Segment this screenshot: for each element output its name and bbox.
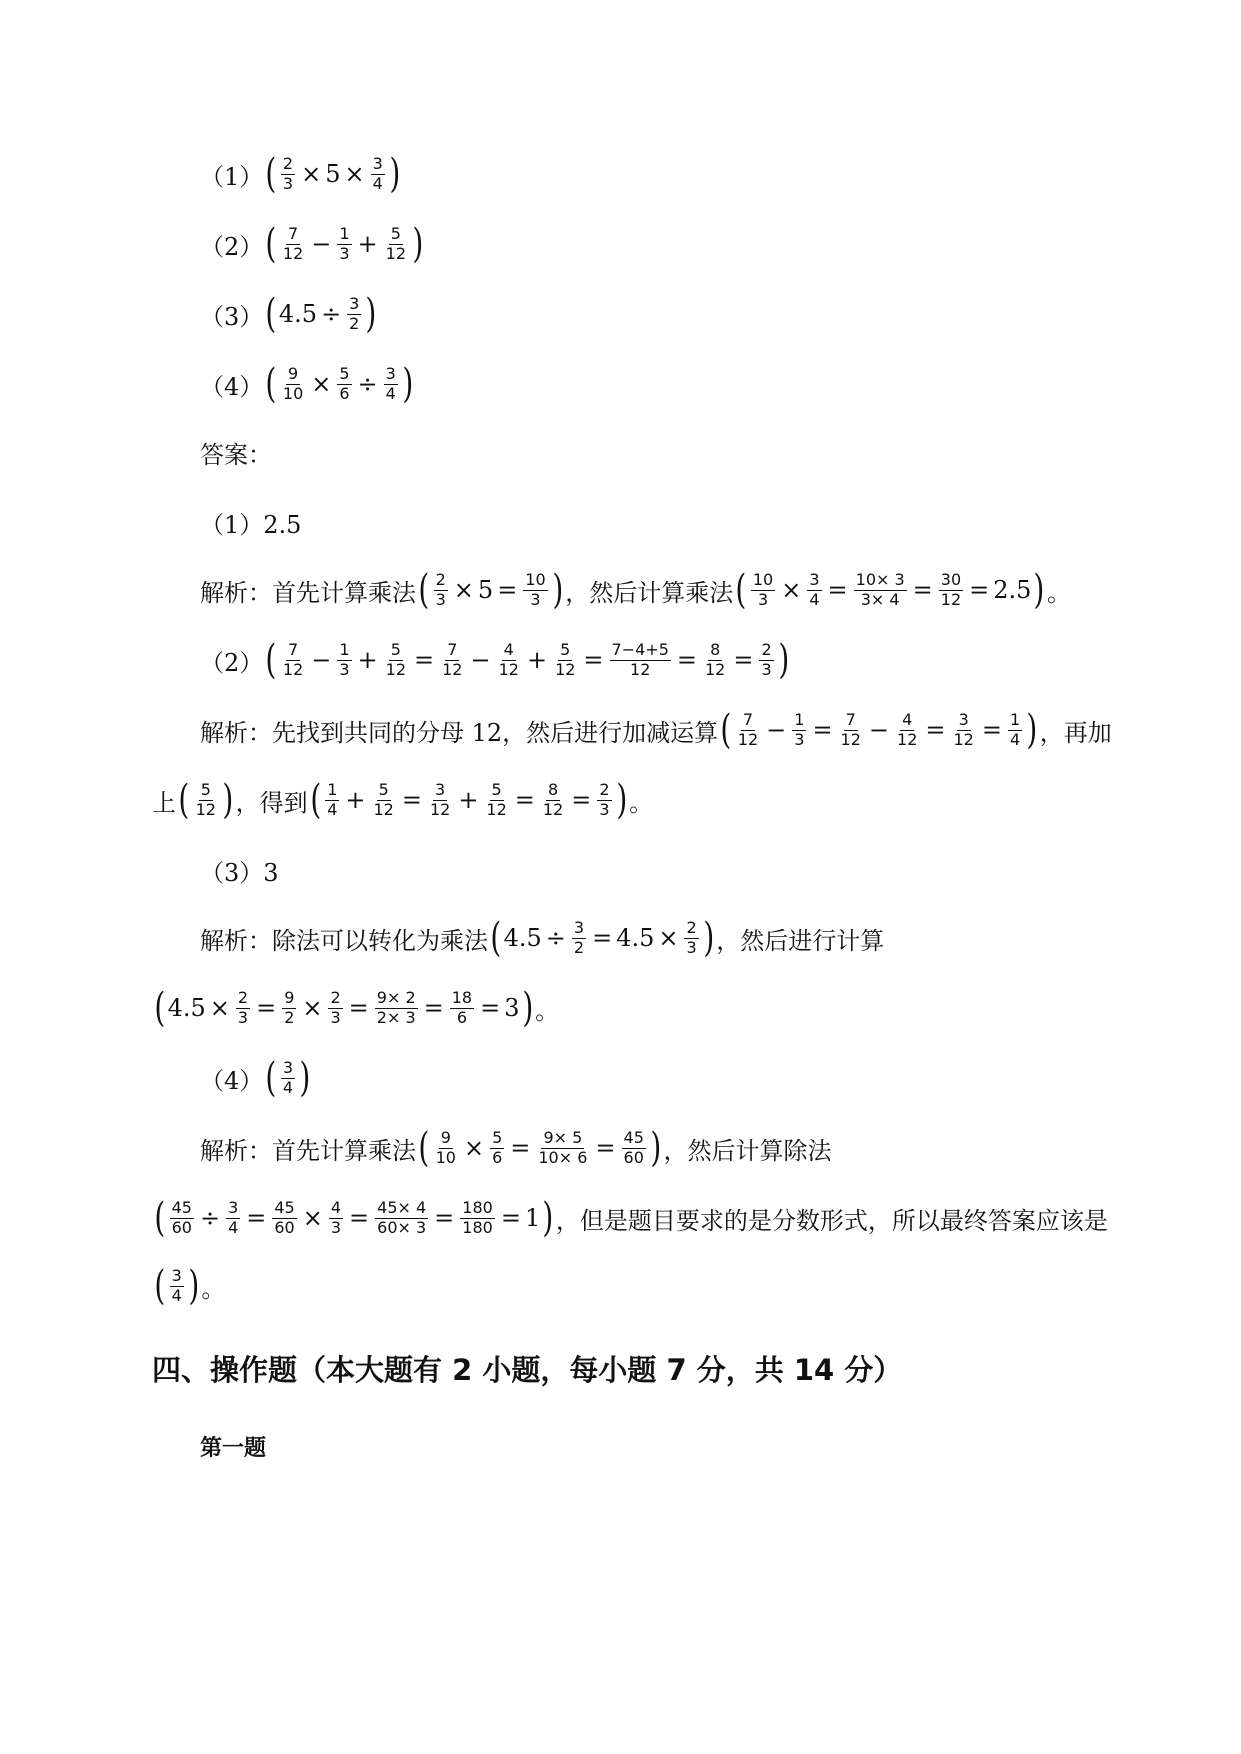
section-heading: 四、操作题（本大题有 2 小题，每小题 7 分，共 14 分） (152, 1352, 903, 1387)
answer-4: （4） ( $\frac{3}{4}$ ) (200, 1055, 311, 1101)
answer-2-explanation-cont: 上 ( $\frac{5}{12}$ ) ，得到 ( $\frac{1}{4}$ + $\frac{5}{12}$ = $\frac{3}{12}$ + $\frac{5}{12}$ = $\frac{8}{12}$ = $\frac{2}{3}$ ) 。 (152, 777, 654, 823)
answer-heading: 答案： (200, 440, 272, 469)
question-label: （2） (200, 232, 264, 261)
answer-3-explanation-cont: ( 4.5 × $\frac{2}{3}$ = $\frac{9}{2}$ × $\frac{2}{3}$ = $\frac{9\times 2}{2\times 3}$ = $\frac{18}{6}$ = 3 ) 。 (154, 985, 560, 1031)
answer-2-explanation: 解析：先找到共同的分母 12，然后进行加减运算 ( $\frac{7}{12}$ − $\frac{1}{3}$ = $\frac{7}{12}$ − $\frac{4}{12}$ = $\frac{3}{12}$ = $\frac{1}{4}$ ) ，再加 (200, 707, 1112, 753)
question-3: （3） ( 4.5 ÷ $\frac{3}{2}$ ) (200, 291, 377, 337)
question-label: （3） (200, 302, 264, 331)
question-1: （1） ( $\frac{2}{3}$ × 5 × $\frac{3}{4}$ ) (200, 151, 401, 197)
answer-1-explanation: 解析：首先计算乘法 ( $\frac{2}{3}$ × 5 = $\frac{10}{3}$ ) ，然后计算乘法 ( $\frac{10}{3}$ × $\frac{3}{4}$ = $\frac{10\times 3}{3\times 4}$ = $\frac{30}{12}$ = 2.5 ) 。 (200, 567, 1072, 613)
answer-2: （2） ( $\frac{7}{12}$ − $\frac{1}{3}$ + $\frac{5}{12}$ = $\frac{7}{12}$ − $\frac{4}{12}$ + $\frac{5}{12}$ = $\frac{7-4+5}{12}$ = $\frac{8}{12}$ = $\frac{2}{3}$ ) (200, 637, 789, 683)
first-question-heading: 第一题 (200, 1435, 267, 1461)
answer-1: （1）2.5 (200, 510, 302, 539)
answer-4-final: ( $\frac{3}{4}$ ) 。 (154, 1263, 226, 1309)
question-4: （4） ( $\frac{9}{10}$ × $\frac{5}{6}$ ÷ $\frac{3}{4}$ ) (200, 361, 414, 407)
question-label: （4） (200, 372, 264, 401)
answer-4-explanation: 解析：首先计算乘法 ( $\frac{9}{10}$ × $\frac{5}{6}$ = $\frac{9\times 5}{10\times 6}$ = $\frac{45}{60}$ ) ，然后计算除法 (200, 1125, 832, 1171)
answer-4-explanation-cont: ( $\frac{45}{60}$ ÷ $\frac{3}{4}$ = $\frac{45}{60}$ × $\frac{4}{3}$ = $\frac{45\times 4}{60\times 3}$ = $\frac{180}{180}$ = 1 ) ，但是题目要求的是分数形式，所以最终答案应该是 (154, 1195, 1108, 1241)
question-label: （1） (200, 162, 264, 191)
answer-3: （3）3 (200, 858, 279, 887)
answer-3-explanation: 解析：除法可以转化为乘法 ( 4.5 ÷ $\frac{3}{2}$ = 4.5 × $\frac{2}{3}$ ) ，然后进行计算 (200, 915, 885, 961)
question-2: （2） ( $\frac{7}{12}$ − $\frac{1}{3}$ + $\frac{5}{12}$ ) (200, 221, 424, 267)
